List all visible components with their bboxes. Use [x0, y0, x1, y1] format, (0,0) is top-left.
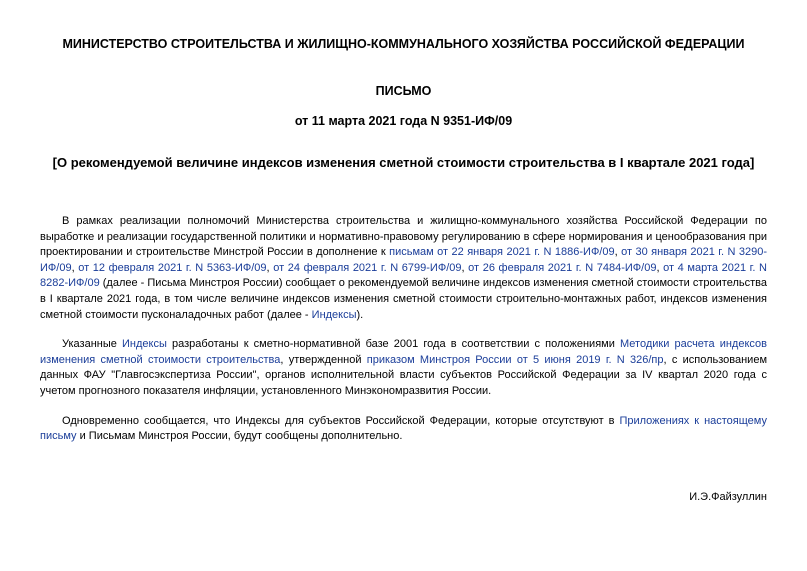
text: ,	[614, 246, 622, 259]
document-type: ПИСЬМО	[375, 84, 432, 98]
text: ,	[656, 261, 664, 274]
link-letter-2021-02-24[interactable]: от 24 февраля 2021 г. N 6799-ИФ/09	[273, 261, 462, 274]
text: ,	[71, 261, 79, 274]
link-methodology[interactable]: Методики расчета индексов изменения сметной стоимости строительства	[40, 338, 767, 366]
link-indexes[interactable]: Индексы	[311, 308, 357, 321]
text: разработаны к сметно-нормативной базе 2001 года в соответствии с положениями	[166, 338, 620, 351]
text: и Письмам Минстроя России, будут сообщены дополнительно.	[76, 430, 403, 443]
paragraph-2	[40, 337, 767, 399]
text: Одновременно сообщается, что Индексы для субъектов Российской Федерации, которые отсутствуют в	[62, 414, 620, 427]
text: ,	[461, 261, 469, 274]
link-letter-2021-01-30[interactable]: от 30 января 2021 г. N 3290-ИФ/09	[40, 246, 767, 274]
document-subject: [О рекомендуемой величине индексов изменения сметной стоимости строительства в I квартале 2021 года]	[52, 155, 755, 170]
text: В рамках реализации полномочий Министерства строительства и жилищно-коммунального хозяйства Российской Федерации по выработке и реализации государственной политики и нормативно-правовому регулированию в сфере нормирования и ценообразования при проектировании и строительстве Минстрой России в дополнение к	[40, 215, 767, 259]
link-letter-2021-03-04[interactable]: от 4 марта 2021 г. N 8282-ИФ/09	[40, 261, 767, 290]
link-letter-2021-02-12[interactable]: от 12 февраля 2021 г. N 5363-ИФ/09	[78, 261, 267, 274]
link-order-326[interactable]: приказом Минстроя России от 5 июня 2019 г. N 326/пр	[366, 353, 664, 366]
link-indexes[interactable]: Индексы	[122, 338, 167, 351]
issuing-organization: МИНИСТЕРСТВО СТРОИТЕЛЬСТВА И ЖИЛИЩНО-КОММУНАЛЬНОГО ХОЗЯЙСТВА РОССИЙСКОЙ ФЕДЕРАЦИИ	[62, 37, 745, 51]
text: ).	[356, 308, 364, 321]
text: Указанные	[62, 338, 123, 351]
paragraph-1	[40, 214, 767, 323]
link-letter-2021-01-22[interactable]: письмам от 22 января 2021 г. N 1886-ИФ/09	[389, 246, 615, 259]
document-body	[40, 214, 767, 459]
signature: И.Э.Файзуллин	[689, 491, 767, 503]
document-date-number: от 11 марта 2021 года N 9351-ИФ/09	[294, 114, 513, 128]
text: , утвержденной	[280, 353, 367, 366]
link-letter-2021-02-26[interactable]: от 26 февраля 2021 г. N 7484-ИФ/09	[468, 261, 657, 274]
link-appendices[interactable]: Приложениях к настоящему письму	[40, 414, 767, 443]
paragraph-3	[40, 414, 767, 445]
text: , с использованием данных ФАУ "Главгосэкспертиза России", органов исполнительной власти субъектов Российской Федерации за IV квартал 2020 года с учетом прогнозного показателя инфляции, установленного Минэкономразвития России.	[40, 353, 768, 397]
text: ,	[266, 261, 274, 274]
text: (далее - Письма Минстроя России) сообщает о рекомендуемой величине индексов изменения сметной стоимости строительства в I квартале 2021 года, в том числе величине индексов изменения сметной стоимости строительно-монтажных работ, индексов изменения сметной стоимости пусконаладочных работ (далее -	[40, 277, 767, 321]
